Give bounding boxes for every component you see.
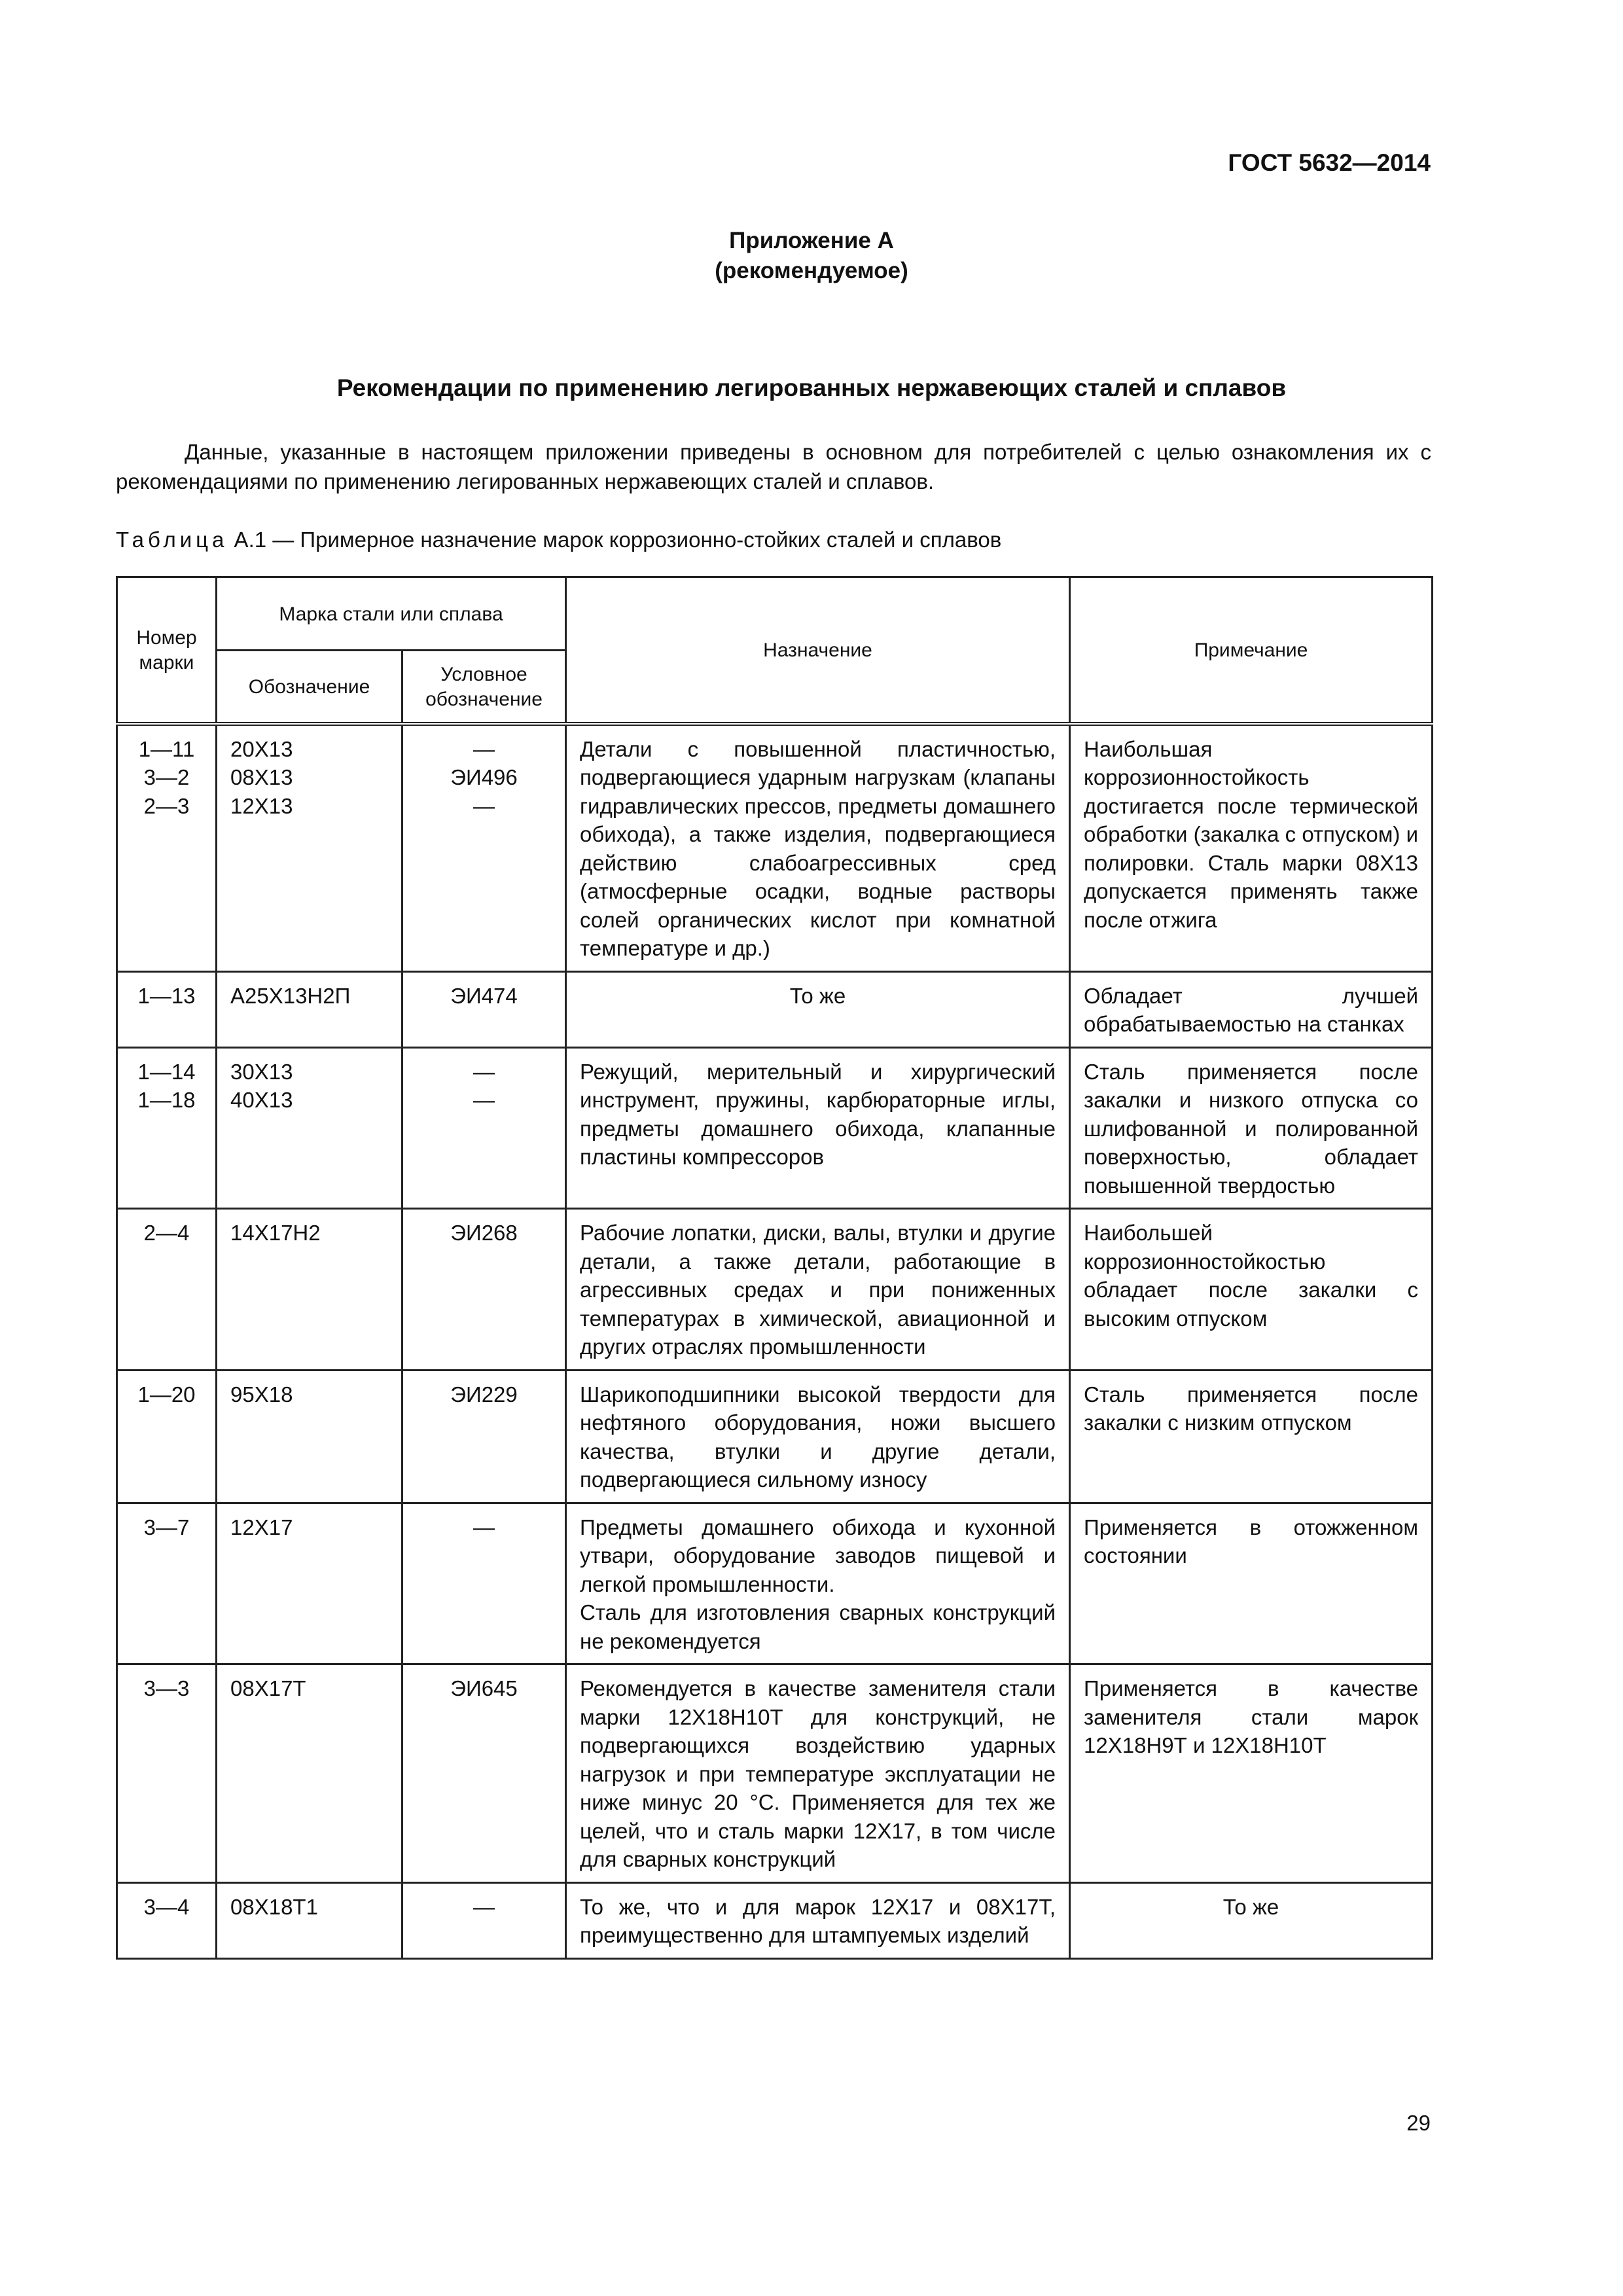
- table-row: [117, 724, 1433, 972]
- table-caption: [116, 528, 1001, 552]
- cell-note: Наибольшая коррозионностойкость достигается после термической обработки (закалка с отпуском) и полировки. Сталь марки 08Х13 допускается применять также после отжига: [1070, 724, 1433, 972]
- cell-conventional: — ЭИ496 —: [402, 724, 566, 972]
- cell-designation: 30Х13 40Х13: [217, 1047, 402, 1209]
- table-row: [117, 1664, 1433, 1883]
- section-title: Рекомендации по применению легированных нержавеющих сталей и сплавов: [336, 374, 1287, 401]
- appendix-heading: [0, 226, 1623, 286]
- table-body: [117, 724, 1433, 1959]
- cell-designation: 95Х18: [217, 1370, 402, 1503]
- header-number: Номер марки: [117, 577, 217, 724]
- table-row: [117, 1370, 1433, 1503]
- standard-number: ГОСТ 5632—2014: [1228, 149, 1431, 176]
- cell-purpose: То же, что и для марок 12Х17 и 08Х17Т, преимущественно для штампуемых изделий: [566, 1882, 1070, 1958]
- cell-purpose: Предметы домашнего обихода и кухонной утвари, оборудование заводов пищевой и легкой промышленности. Сталь для изготовления сварных конструкций не рекомендуется: [566, 1503, 1070, 1664]
- header-purpose: Назначение: [566, 577, 1070, 724]
- cell-note: Наибольшей коррозионностойкостью обладает после закалки с высоким отпуском: [1070, 1209, 1433, 1371]
- cell-designation: 20Х13 08Х13 12Х13: [217, 724, 402, 972]
- table-caption-word: Таблица: [116, 528, 228, 552]
- cell-note: Обладает лучшей обрабатываемостью на станках: [1070, 971, 1433, 1047]
- cell-number: 3—3: [117, 1664, 217, 1883]
- cell-conventional: — —: [402, 1047, 566, 1209]
- table-row: [117, 1503, 1433, 1664]
- cell-number: 3—7: [117, 1503, 217, 1664]
- cell-conventional: ЭИ229: [402, 1370, 566, 1503]
- steel-grades-table: [116, 576, 1433, 1960]
- cell-designation: 14Х17Н2: [217, 1209, 402, 1371]
- cell-note: Применяется в качестве заменителя стали марок 12Х18Н9Т и 12Х18Н10Т: [1070, 1664, 1433, 1883]
- cell-purpose: Рабочие лопатки, диски, валы, втулки и другие детали, а также детали, работающие в агрессивных средах и при пониженных температурах в химической, авиационной и других отраслях промышленности: [566, 1209, 1070, 1371]
- header-conventional: Условное обозначение: [402, 651, 566, 724]
- table-row: [117, 1882, 1433, 1958]
- cell-designation: 08Х17Т: [217, 1664, 402, 1883]
- cell-designation: А25Х13Н2П: [217, 971, 402, 1047]
- cell-purpose: Рекомендуется в качестве заменителя стали марки 12Х18Н10Т для конструкций, не подвергающихся воздействию ударных нагрузок и при температуре эксплуатации не ниже минус 20 °С. Применяется для тех же целей, что и сталь марки 12Х17, в том числе для сварных конструкций: [566, 1664, 1070, 1883]
- cell-conventional: ЭИ268: [402, 1209, 566, 1371]
- cell-note: То же: [1070, 1882, 1433, 1958]
- cell-number: 1—13: [117, 971, 217, 1047]
- cell-conventional: —: [402, 1503, 566, 1664]
- cell-conventional: ЭИ645: [402, 1664, 566, 1883]
- cell-number: 2—4: [117, 1209, 217, 1371]
- cell-designation: 12Х17: [217, 1503, 402, 1664]
- cell-designation: 08Х18Т1: [217, 1882, 402, 1958]
- cell-number: 3—4: [117, 1882, 217, 1958]
- header-designation: Обозначение: [217, 651, 402, 724]
- cell-number: 1—14 1—18: [117, 1047, 217, 1209]
- appendix-title: Приложение А: [729, 228, 894, 253]
- header-note: Примечание: [1070, 577, 1433, 724]
- appendix-status: (рекомендуемое): [715, 258, 908, 283]
- cell-note: Сталь применяется после закалки с низким отпуском: [1070, 1370, 1433, 1503]
- cell-note: Сталь применяется после закалки и низкого отпуска со шлифованной и полированной поверхностью, обладает повышенной твердостью: [1070, 1047, 1433, 1209]
- cell-note: Применяется в отожженном состоянии: [1070, 1503, 1433, 1664]
- cell-conventional: ЭИ474: [402, 971, 566, 1047]
- cell-purpose: Детали с повышенной пластичностью, подвергающиеся ударным нагрузкам (клапаны гидравлических прессов, предметы домашнего обихода), а также изделия, подвергающиеся действию слабоагрессивных сред (атмосферные осадки, водные растворы солей органических кислот при комнатной температуре и др.): [566, 724, 1070, 972]
- table-header: [117, 577, 1433, 724]
- table-row: [117, 971, 1433, 1047]
- intro-paragraph: Данные, указанные в настоящем приложении приведены в основном для потребителей с целью ознакомления их с рекомендациями по применению легированных нержавеющих сталей и сплавов.: [116, 440, 1431, 493]
- table-row: [117, 1209, 1433, 1371]
- table-row: [117, 1047, 1433, 1209]
- cell-purpose: Шарикоподшипники высокой твердости для нефтяного оборудования, ножи высшего качества, втулки и другие детали, подвергающиеся сильному износу: [566, 1370, 1070, 1503]
- header-grade-group: Марка стали или сплава: [217, 577, 566, 651]
- table-caption-text: А.1 — Примерное назначение марок коррозионно-стойких сталей и сплавов: [228, 528, 1002, 552]
- page-number: 29: [1406, 2111, 1431, 2135]
- cell-purpose: Режущий, мерительный и хирургический инструмент, пружины, карбюраторные иглы, предметы домашнего обихода, клапанные пластины компрессоров: [566, 1047, 1070, 1209]
- cell-conventional: —: [402, 1882, 566, 1958]
- cell-number: 1—11 3—2 2—3: [117, 724, 217, 972]
- cell-number: 1—20: [117, 1370, 217, 1503]
- cell-purpose: То же: [566, 971, 1070, 1047]
